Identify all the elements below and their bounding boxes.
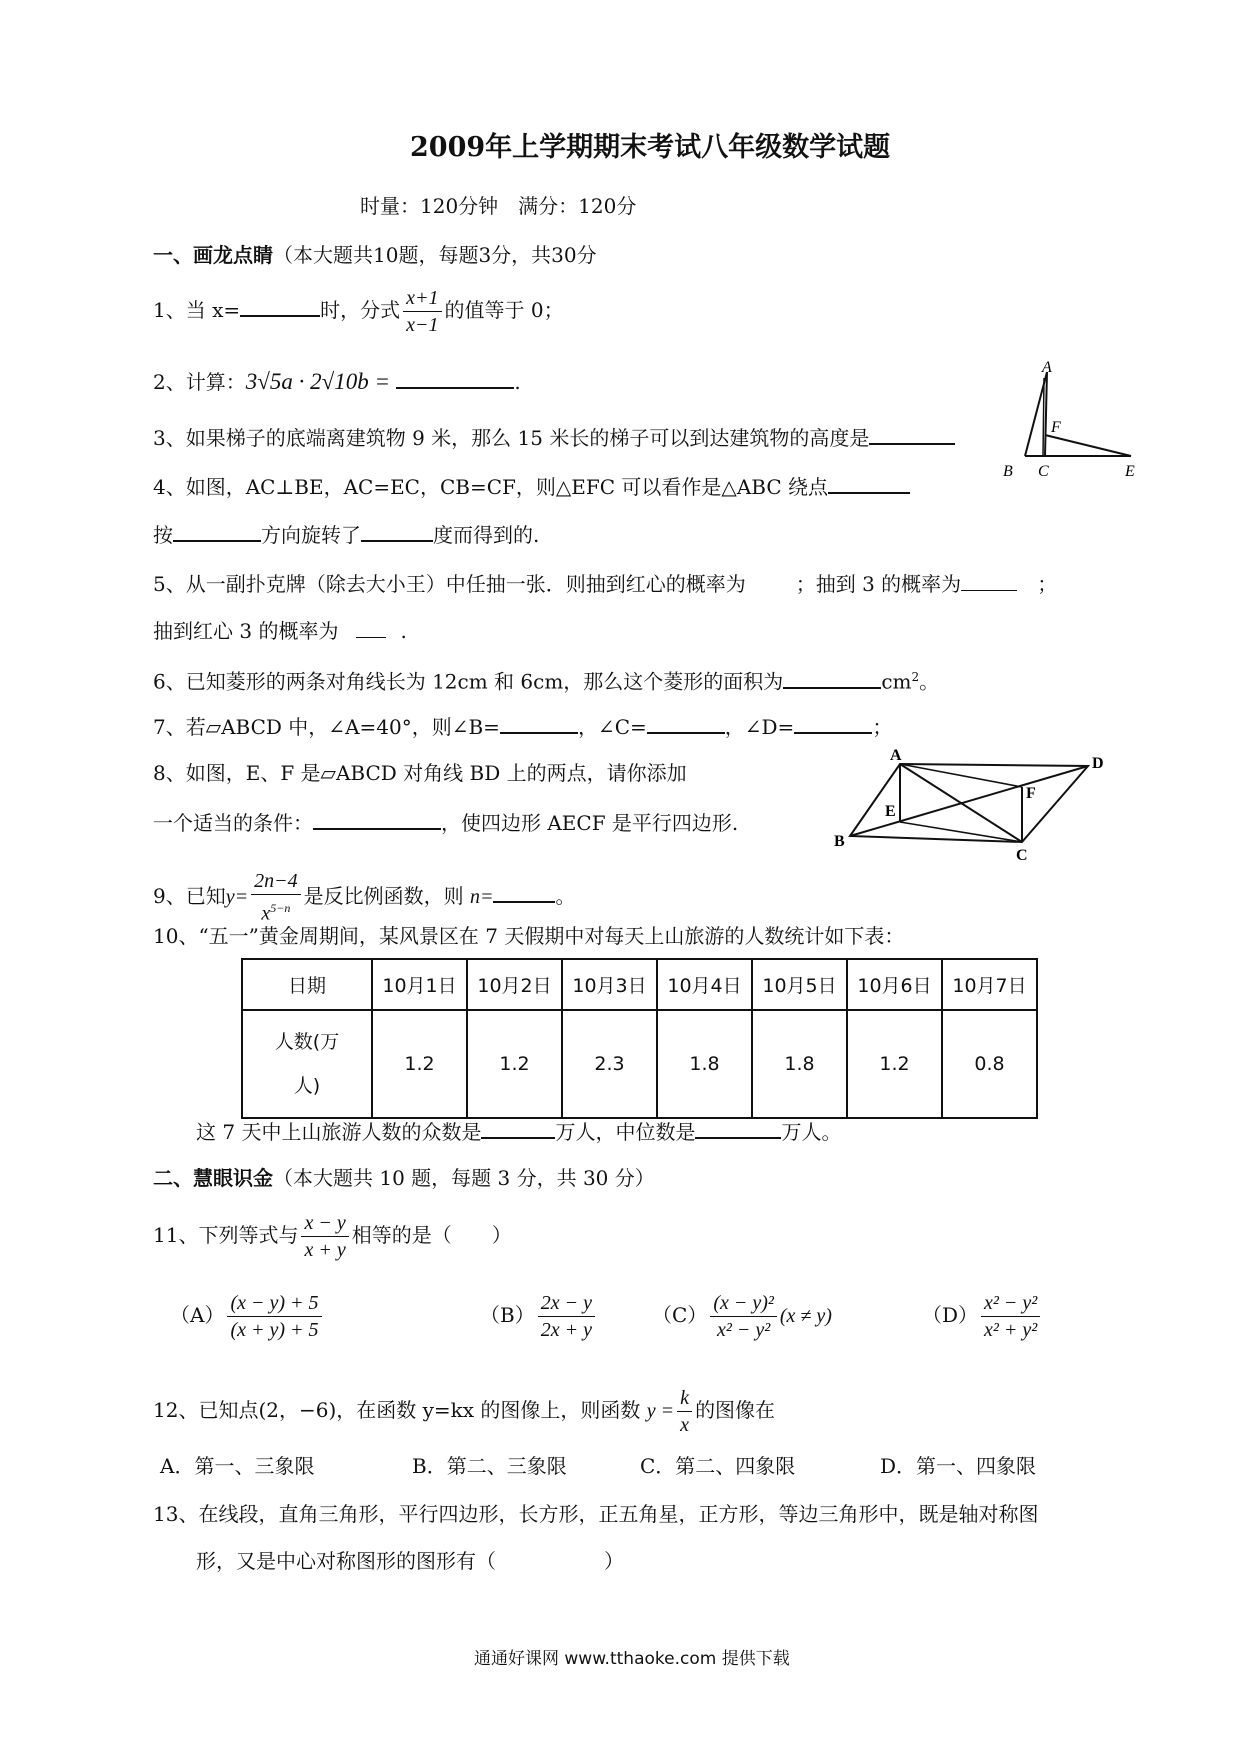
q11-option-label: （C） xyxy=(652,1303,708,1327)
question-7 xyxy=(153,710,892,741)
question-10-answer xyxy=(196,1115,841,1146)
table-row-dates xyxy=(242,959,1037,1010)
q11-option-num: 2x − y xyxy=(540,1292,592,1314)
table-row-label-1: 人数(万 xyxy=(274,1031,340,1053)
q11-option-label: （D） xyxy=(922,1303,979,1327)
table-value: 1.8 xyxy=(657,1010,752,1118)
table-date: 10月1日 xyxy=(372,959,467,1010)
question-6 xyxy=(153,663,939,696)
q9-n: n= xyxy=(469,885,494,908)
q11-option-den: 2x + y xyxy=(538,1316,595,1343)
table-row-label-2: 人) xyxy=(293,1075,321,1097)
fig2-label-d: D xyxy=(1092,755,1104,772)
tourist-count-table xyxy=(241,958,1038,1119)
q10-mode-blank[interactable] xyxy=(481,1115,555,1139)
section1-header xyxy=(153,241,597,269)
fig1-label-e: E xyxy=(1125,463,1135,480)
figure-rotated-triangles xyxy=(995,360,1145,485)
q12-y: y = xyxy=(646,1400,675,1422)
q11-text-post: 相等的是（ ） xyxy=(351,1223,512,1247)
q9-text: 9、已知 xyxy=(153,883,226,908)
fig2-label-a: A xyxy=(890,748,902,764)
table-date: 10月7日 xyxy=(942,959,1037,1010)
question-5-line2 xyxy=(153,615,407,645)
q5-blank-2[interactable] xyxy=(961,568,1017,591)
question-13-line2 xyxy=(196,1547,624,1575)
q6-text: 6、已知菱形的两条对角线长为 12cm 和 6cm，那么这个菱形的面积为 xyxy=(153,669,784,694)
q11-numerator: x − y xyxy=(304,1212,346,1234)
table-date: 10月6日 xyxy=(847,959,942,1010)
q5-text-d: 抽到红心 3 的概率为 xyxy=(153,619,339,643)
q4-point-blank[interactable] xyxy=(828,470,910,494)
q8-condition-blank[interactable] xyxy=(313,806,441,830)
question-9 xyxy=(153,868,575,927)
table-value: 1.2 xyxy=(372,1010,467,1118)
q2-answer-blank[interactable] xyxy=(396,365,514,389)
q11-option-den: (x + y) + 5 xyxy=(227,1316,321,1343)
figure-parallelogram xyxy=(830,748,1110,863)
table-value: 2.3 xyxy=(562,1010,657,1118)
q1-fraction xyxy=(403,285,441,338)
q2-expression: 3√5a · 2√10b = xyxy=(245,369,391,394)
q3-text: 3、如果梯子的底端离建筑物 9 米，那么 15 米长的梯子可以到达建筑物的高度是 xyxy=(153,426,870,450)
q11-option-fraction xyxy=(227,1290,321,1343)
q7-angle-c-blank[interactable] xyxy=(647,710,725,734)
q3-answer-blank[interactable] xyxy=(869,421,955,445)
table-date: 10月5日 xyxy=(752,959,847,1010)
q11-fraction xyxy=(301,1210,348,1263)
q12-option-c[interactable]: C．第二、四象限 xyxy=(640,1454,796,1478)
table-row-label xyxy=(242,1010,372,1118)
q12-fraction xyxy=(677,1385,692,1438)
q11-denominator: x + y xyxy=(301,1236,348,1263)
q11-option-extra: (x ≠ y) xyxy=(779,1305,832,1327)
q11-option-num: (x − y) + 5 xyxy=(230,1292,319,1314)
q4-text-b: 方向旋转了 xyxy=(261,523,361,547)
q9-answer-blank[interactable] xyxy=(493,879,555,903)
q11-option-fraction xyxy=(538,1290,595,1343)
table-row-values xyxy=(242,1010,1037,1118)
question-10 xyxy=(153,922,904,950)
section2-note: （本大题共 10 题，每题 3 分，共 30 分） xyxy=(273,1166,655,1190)
question-8-line2 xyxy=(153,806,738,837)
q7-text-c: ，∠D= xyxy=(724,715,795,739)
q12-option-b[interactable]: B．第二、三象限 xyxy=(412,1454,567,1478)
section2-heading: 二、慧眼识金 xyxy=(153,1166,273,1190)
question-2 xyxy=(153,365,521,396)
q12-option-a[interactable]: A．第一、三象限 xyxy=(160,1454,315,1478)
section1-heading: 一、画龙点睛 xyxy=(153,243,273,267)
q9-fraction xyxy=(251,868,301,927)
exam-info: 时量：120分钟 满分：120分 xyxy=(360,194,637,218)
q4-degree-blank[interactable] xyxy=(361,518,433,542)
q11-option-num: x² − y² xyxy=(984,1292,1038,1314)
q11-option-fraction xyxy=(981,1290,1040,1343)
q1-text-mid: 时，分式 xyxy=(320,298,401,322)
question-5-line1 xyxy=(153,568,1057,598)
q11-option-fraction xyxy=(710,1290,777,1343)
q6-unit: cm xyxy=(881,669,912,694)
q2-text: 2、计算： xyxy=(153,370,246,394)
q2-text-post: . xyxy=(514,370,521,394)
question-8-line1 xyxy=(153,759,687,787)
fig1-label-b: B xyxy=(1003,463,1013,480)
q10-text-a: 这 7 天中上山旅游人数的众数是 xyxy=(196,1120,482,1144)
q7-text-end: ； xyxy=(872,715,893,739)
q11-option-label: （B） xyxy=(480,1303,535,1327)
q13-text-b: 形，又是中心对称图形的图形有（ xyxy=(196,1549,496,1573)
q9-den-exp: 5−n xyxy=(270,901,291,915)
q9-y: y= xyxy=(225,885,249,908)
q11-option-den: x² − y² xyxy=(710,1316,777,1343)
q10-text-c: 万人。 xyxy=(781,1120,842,1144)
q12-text-post: 的图像在 xyxy=(695,1398,776,1422)
q9-text-end: 。 xyxy=(555,883,576,908)
q7-angle-b-blank[interactable] xyxy=(500,710,578,734)
question-12 xyxy=(153,1385,775,1438)
q7-text: 7、若▱ABCD 中，∠A=40°，则∠B= xyxy=(153,715,500,739)
q11-option-b[interactable] xyxy=(480,1290,598,1343)
q10-text: 10、“五一”黄金周期间，某风景区在 7 天假期中对每天上山旅游的人数统计如下表： xyxy=(153,924,905,948)
q1-text-post: 的值等于 0； xyxy=(444,298,564,322)
q8-text-a: 一个适当的条件： xyxy=(153,811,313,835)
question-13-line1 xyxy=(153,1500,1038,1528)
table-value: 0.8 xyxy=(942,1010,1037,1118)
fig2-label-f: F xyxy=(1026,785,1036,802)
q1-numerator: x+1 xyxy=(406,287,439,309)
q9-numerator: 2n−4 xyxy=(254,870,298,892)
section2-header xyxy=(153,1164,655,1192)
section1-note: （本大题共10题，每题3分，共30分 xyxy=(273,243,597,267)
table-date: 10月2日 xyxy=(467,959,562,1010)
q11-option-den: x² + y² xyxy=(981,1316,1040,1343)
q11-option-a[interactable] xyxy=(170,1290,325,1343)
q13-text-end: ） xyxy=(604,1549,624,1573)
fig1-label-a: A xyxy=(1042,360,1052,376)
question-1 xyxy=(153,285,564,338)
q5-text-a: 5、从一副扑克牌（除去大小王）中任抽一张．则抽到红心的概率为 xyxy=(153,572,746,596)
q6-text-end: 。 xyxy=(919,669,940,694)
table-value: 1.2 xyxy=(847,1010,942,1118)
question-11 xyxy=(153,1210,512,1263)
q5-text-end: . xyxy=(400,619,407,643)
table-value: 1.8 xyxy=(752,1010,847,1118)
q12-text: 12、已知点(2，−6)，在函数 y=kx 的图像上，则函数 xyxy=(153,1398,641,1422)
q1-denominator: x−1 xyxy=(403,311,441,338)
table-date: 10月3日 xyxy=(562,959,657,1010)
q12-option-d[interactable]: D．第一、四象限 xyxy=(880,1454,1037,1478)
fig1-label-f: F xyxy=(1051,419,1061,436)
q11-option-num: (x − y)² xyxy=(713,1292,774,1314)
question-3 xyxy=(153,421,955,452)
table-date: 10月4日 xyxy=(657,959,752,1010)
q6-answer-blank[interactable] xyxy=(783,665,881,689)
q8-text-b: ，使四边形 AECF 是平行四边形. xyxy=(441,811,739,835)
q11-option-c[interactable] xyxy=(652,1290,832,1343)
q5-text-b: ；抽到 3 的概率为 xyxy=(795,572,962,596)
fig2-label-c: C xyxy=(1016,847,1028,863)
q11-option-d[interactable] xyxy=(922,1290,1043,1343)
q13-text: 13、在线段，直角三角形，平行四边形，长方形，正五角星，正方形，等边三角形中，既是轴对称图 xyxy=(153,1502,1039,1526)
q7-text-b: ，∠C= xyxy=(577,715,647,739)
q11-text: 11、下列等式与 xyxy=(153,1223,299,1247)
fig1-label-c: C xyxy=(1038,463,1049,480)
q12-numerator: k xyxy=(680,1387,690,1409)
page-footer: 通通好课网 www.tthaoke.com 提供下载 xyxy=(474,1649,790,1669)
q11-option-label: （A） xyxy=(170,1303,225,1327)
q4-direction-blank[interactable] xyxy=(173,518,261,542)
q1-answer-blank[interactable] xyxy=(240,293,320,317)
q9-den-base: x xyxy=(261,902,271,925)
table-value: 1.2 xyxy=(467,1010,562,1118)
question-4-line1 xyxy=(153,470,910,501)
q9-text-mid: 是反比例函数，则 xyxy=(303,883,464,908)
fig2-label-b: B xyxy=(834,833,845,850)
q10-median-blank[interactable] xyxy=(695,1115,781,1139)
q7-angle-d-blank[interactable] xyxy=(794,710,872,734)
q4-text-c: 度而得到的. xyxy=(433,523,540,547)
table-header-label: 日期 xyxy=(242,959,372,1010)
q10-text-b: 万人，中位数是 xyxy=(555,1120,696,1144)
q4-text: 4、如图，AC⊥BE，AC=EC，CB=CF，则△EFC 可以看作是△ABC 绕点 xyxy=(153,475,828,499)
q4-text-a: 按 xyxy=(153,523,173,547)
fig2-label-e: E xyxy=(885,803,896,820)
q5-blank-3[interactable] xyxy=(356,615,386,638)
q8-text: 8、如图，E、F 是▱ABCD 对角线 BD 上的两点，请你添加 xyxy=(153,761,687,785)
page-title: 2009年上学期期末考试八年级数学试题 xyxy=(410,132,891,163)
q6-unit-sup: 2 xyxy=(911,670,920,684)
question-4-line2 xyxy=(153,518,539,549)
q1-text: 1、当 x= xyxy=(153,298,241,322)
q5-text-c: ； xyxy=(1037,572,1058,596)
q12-denominator: x xyxy=(677,1411,692,1438)
